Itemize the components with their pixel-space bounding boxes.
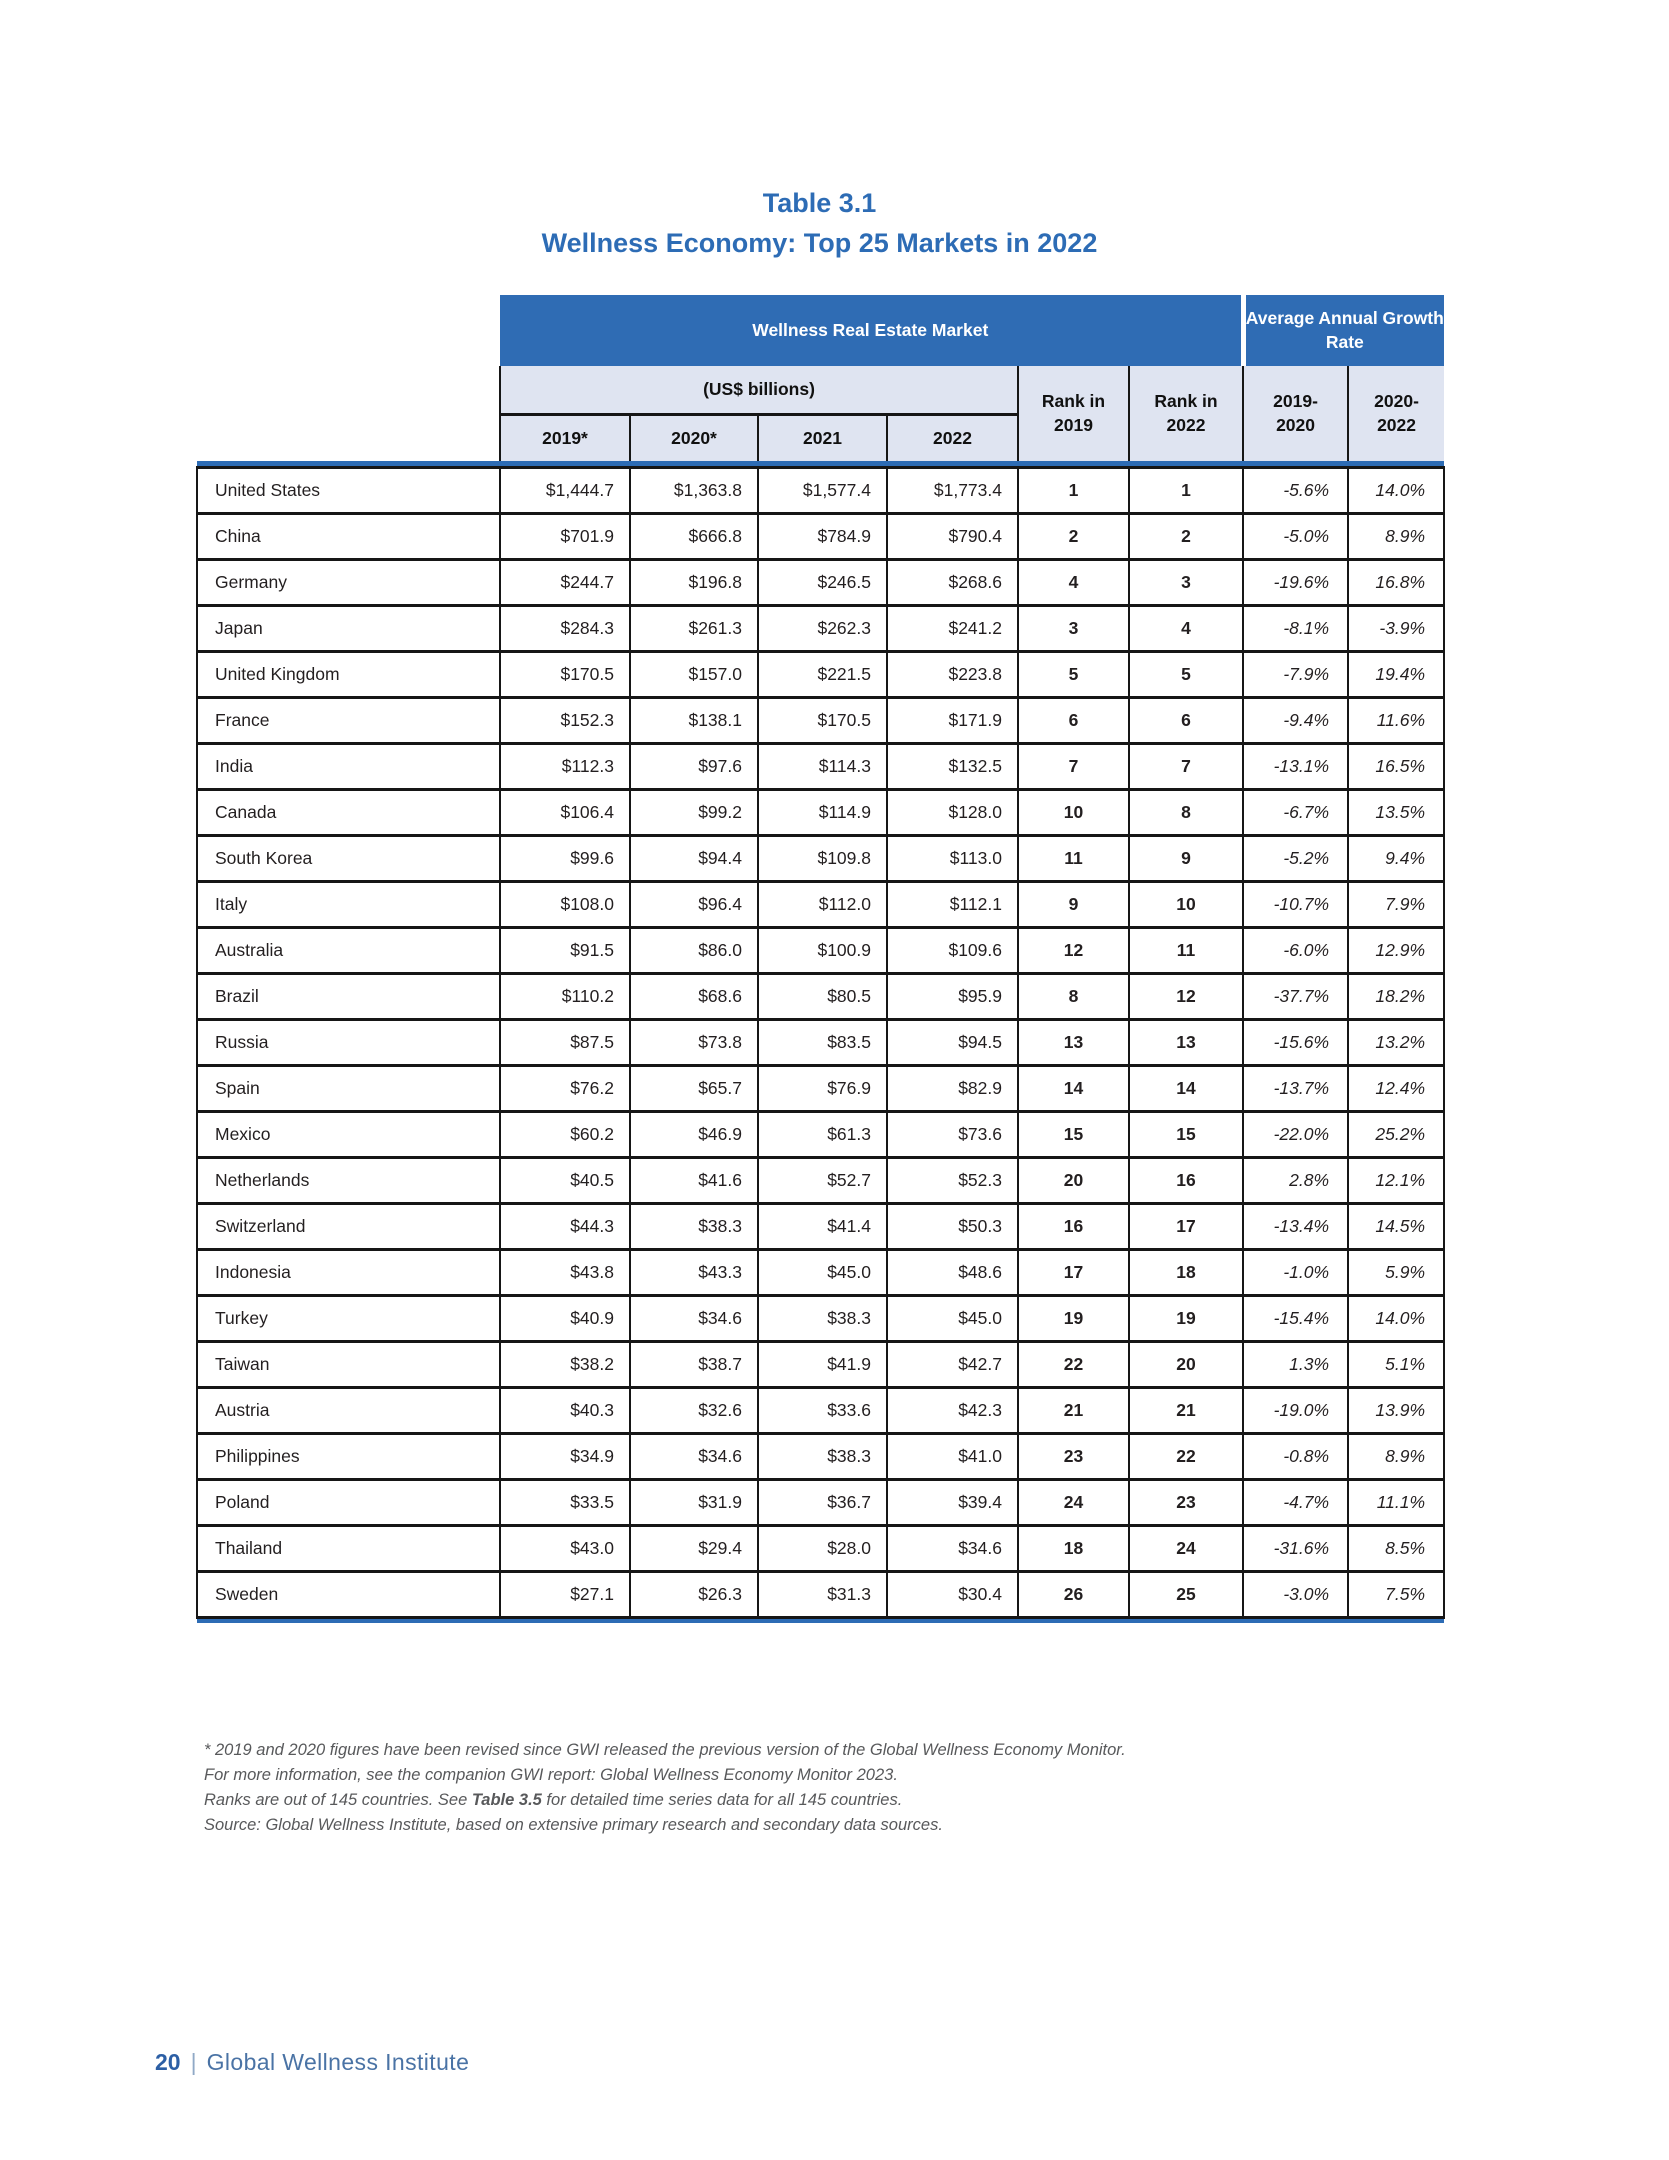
value-2021-cell: $112.0 <box>758 881 887 927</box>
rank-2019-cell: 10 <box>1018 789 1129 835</box>
value-2020-cell: $34.6 <box>630 1295 758 1341</box>
year-header-2022: 2022 <box>887 414 1018 461</box>
title-block <box>196 183 1443 263</box>
rank-2022-cell: 10 <box>1129 881 1243 927</box>
country-cell: Philippines <box>197 1433 500 1479</box>
value-2021-cell: $52.7 <box>758 1157 887 1203</box>
rank-2022-cell: 4 <box>1129 605 1243 651</box>
growth-2019-2020-cell: -6.7% <box>1243 789 1348 835</box>
value-2020-cell: $261.3 <box>630 605 758 651</box>
country-cell: China <box>197 513 500 559</box>
growth-2020-2022-cell: 8.9% <box>1348 513 1444 559</box>
value-2021-cell: $109.8 <box>758 835 887 881</box>
rank-2019-cell: 8 <box>1018 973 1129 1019</box>
growth-2020-2022-cell: 16.8% <box>1348 559 1444 605</box>
rank-2019-cell: 15 <box>1018 1111 1129 1157</box>
growth-2019-2020-cell: 2.8% <box>1243 1157 1348 1203</box>
value-2020-cell: $41.6 <box>630 1157 758 1203</box>
country-cell: Turkey <box>197 1295 500 1341</box>
value-2020-cell: $99.2 <box>630 789 758 835</box>
table-row <box>197 1203 1444 1249</box>
country-cell: Thailand <box>197 1525 500 1571</box>
table-row <box>197 559 1444 605</box>
table-row <box>197 1479 1444 1525</box>
page-content <box>196 0 1443 2160</box>
rank-2019-cell: 24 <box>1018 1479 1129 1525</box>
value-2022-cell: $113.0 <box>887 835 1018 881</box>
group-header-market: Wellness Real Estate Market <box>500 295 1243 366</box>
rank-2019-cell: 5 <box>1018 651 1129 697</box>
country-cell: Taiwan <box>197 1341 500 1387</box>
value-2021-cell: $28.0 <box>758 1525 887 1571</box>
growth-2019-2020-cell: -37.7% <box>1243 973 1348 1019</box>
year-header-2021: 2021 <box>758 414 887 461</box>
value-2021-cell: $80.5 <box>758 973 887 1019</box>
value-2021-cell: $31.3 <box>758 1571 887 1617</box>
rank-2022-cell: 20 <box>1129 1341 1243 1387</box>
value-2020-cell: $29.4 <box>630 1525 758 1571</box>
growth-2020-2022-cell: 8.9% <box>1348 1433 1444 1479</box>
rank-2022-cell: 11 <box>1129 927 1243 973</box>
growth-2020-2022-header: 2020- 2022 <box>1348 366 1444 461</box>
value-2022-cell: $82.9 <box>887 1065 1018 1111</box>
header-spacer <box>197 295 500 366</box>
growth-2019-2020-cell: -13.1% <box>1243 743 1348 789</box>
rank-2019-cell: 19 <box>1018 1295 1129 1341</box>
value-2020-cell: $196.8 <box>630 559 758 605</box>
country-cell: United States <box>197 467 500 513</box>
rank-2019-cell: 17 <box>1018 1249 1129 1295</box>
growth-2019-2020-cell: 1.3% <box>1243 1341 1348 1387</box>
value-2021-cell: $246.5 <box>758 559 887 605</box>
value-2022-cell: $109.6 <box>887 927 1018 973</box>
header-spacer <box>197 414 500 461</box>
value-2019-cell: $27.1 <box>500 1571 630 1617</box>
growth-2020-2022-cell: 5.1% <box>1348 1341 1444 1387</box>
value-2022-cell: $73.6 <box>887 1111 1018 1157</box>
footnote-ranks: Ranks are out of 145 countries. See Table 3.5 for detailed time series data for all 145 countries. <box>204 1791 903 1809</box>
value-2021-cell: $41.4 <box>758 1203 887 1249</box>
bottom-divider <box>197 1617 1444 1623</box>
value-2022-cell: $50.3 <box>887 1203 1018 1249</box>
growth-2020-2022-cell: 18.2% <box>1348 973 1444 1019</box>
country-cell: Germany <box>197 559 500 605</box>
rank-2022-cell: 22 <box>1129 1433 1243 1479</box>
rank-2022-cell: 25 <box>1129 1571 1243 1617</box>
table-row <box>197 1525 1444 1571</box>
value-2020-cell: $96.4 <box>630 881 758 927</box>
growth-2020-2022-cell: 7.5% <box>1348 1571 1444 1617</box>
value-2021-cell: $41.9 <box>758 1341 887 1387</box>
value-2021-cell: $262.3 <box>758 605 887 651</box>
value-2022-cell: $268.6 <box>887 559 1018 605</box>
value-2019-cell: $43.0 <box>500 1525 630 1571</box>
growth-2020-2022-cell: 8.5% <box>1348 1525 1444 1571</box>
table-row <box>197 605 1444 651</box>
growth-2019-2020-cell: -8.1% <box>1243 605 1348 651</box>
value-2020-cell: $97.6 <box>630 743 758 789</box>
value-2022-cell: $1,773.4 <box>887 467 1018 513</box>
table-row <box>197 1341 1444 1387</box>
table-row <box>197 743 1444 789</box>
table-body <box>197 461 1444 1623</box>
rank-2019-cell: 16 <box>1018 1203 1129 1249</box>
rank-2019-cell: 4 <box>1018 559 1129 605</box>
growth-2020-2022-cell: 11.1% <box>1348 1479 1444 1525</box>
value-2020-cell: $86.0 <box>630 927 758 973</box>
rank-2022-cell: 12 <box>1129 973 1243 1019</box>
rank-2019-cell: 20 <box>1018 1157 1129 1203</box>
rank-2022-cell: 23 <box>1129 1479 1243 1525</box>
value-2022-cell: $132.5 <box>887 743 1018 789</box>
growth-2019-2020-cell: -15.6% <box>1243 1019 1348 1065</box>
growth-2019-2020-cell: -15.4% <box>1243 1295 1348 1341</box>
value-2020-cell: $68.6 <box>630 973 758 1019</box>
country-cell: India <box>197 743 500 789</box>
units-header: (US$ billions) <box>500 366 1018 414</box>
rank-2019-cell: 12 <box>1018 927 1129 973</box>
value-2020-cell: $38.3 <box>630 1203 758 1249</box>
growth-2019-2020-cell: -3.0% <box>1243 1571 1348 1617</box>
value-2019-cell: $106.4 <box>500 789 630 835</box>
table-row <box>197 881 1444 927</box>
growth-2020-2022-cell: 13.2% <box>1348 1019 1444 1065</box>
growth-2020-2022-cell: 13.5% <box>1348 789 1444 835</box>
table-row <box>197 1571 1444 1617</box>
value-2019-cell: $60.2 <box>500 1111 630 1157</box>
rank-2022-cell: 5 <box>1129 651 1243 697</box>
rank-2022-cell: 14 <box>1129 1065 1243 1111</box>
value-2021-cell: $38.3 <box>758 1433 887 1479</box>
value-2022-cell: $790.4 <box>887 513 1018 559</box>
growth-2020-2022-cell: 16.5% <box>1348 743 1444 789</box>
table-row <box>197 835 1444 881</box>
value-2019-cell: $112.3 <box>500 743 630 789</box>
country-cell: Mexico <box>197 1111 500 1157</box>
rank-2019-cell: 1 <box>1018 467 1129 513</box>
growth-2020-2022-cell: 9.4% <box>1348 835 1444 881</box>
value-2022-cell: $95.9 <box>887 973 1018 1019</box>
rank-2019-cell: 7 <box>1018 743 1129 789</box>
value-2019-cell: $91.5 <box>500 927 630 973</box>
value-2019-cell: $44.3 <box>500 1203 630 1249</box>
value-2020-cell: $157.0 <box>630 651 758 697</box>
growth-2020-2022-cell: 11.6% <box>1348 697 1444 743</box>
growth-2019-2020-cell: -4.7% <box>1243 1479 1348 1525</box>
value-2021-cell: $100.9 <box>758 927 887 973</box>
table-header <box>197 295 1444 461</box>
year-header-2019: 2019* <box>500 414 630 461</box>
country-cell: Indonesia <box>197 1249 500 1295</box>
value-2021-cell: $170.5 <box>758 697 887 743</box>
footnote-revision: * 2019 and 2020 figures have been revised since GWI released the previous version of the Global Wellness Economy Monitor. <box>204 1741 1126 1759</box>
rank-2019-cell: 3 <box>1018 605 1129 651</box>
rank-2022-cell: 13 <box>1129 1019 1243 1065</box>
value-2022-cell: $39.4 <box>887 1479 1018 1525</box>
rank-2019-cell: 18 <box>1018 1525 1129 1571</box>
growth-2019-2020-cell: -5.6% <box>1243 467 1348 513</box>
rank-2022-cell: 16 <box>1129 1157 1243 1203</box>
rank-2019-cell: 6 <box>1018 697 1129 743</box>
value-2022-cell: $171.9 <box>887 697 1018 743</box>
value-2019-cell: $43.8 <box>500 1249 630 1295</box>
growth-2019-2020-cell: -19.6% <box>1243 559 1348 605</box>
growth-2020-2022-cell: 14.5% <box>1348 1203 1444 1249</box>
growth-2020-2022-cell: 14.0% <box>1348 467 1444 513</box>
value-2020-cell: $1,363.8 <box>630 467 758 513</box>
value-2019-cell: $40.5 <box>500 1157 630 1203</box>
value-2021-cell: $76.9 <box>758 1065 887 1111</box>
value-2021-cell: $61.3 <box>758 1111 887 1157</box>
growth-2019-2020-cell: -13.4% <box>1243 1203 1348 1249</box>
value-2019-cell: $76.2 <box>500 1065 630 1111</box>
value-2019-cell: $1,444.7 <box>500 467 630 513</box>
growth-2020-2022-cell: 25.2% <box>1348 1111 1444 1157</box>
table-row <box>197 1065 1444 1111</box>
rank-2022-cell: 19 <box>1129 1295 1243 1341</box>
rank-2022-cell: 24 <box>1129 1525 1243 1571</box>
table-row <box>197 1157 1444 1203</box>
value-2019-cell: $99.6 <box>500 835 630 881</box>
table-row <box>197 1111 1444 1157</box>
country-cell: Canada <box>197 789 500 835</box>
value-2019-cell: $110.2 <box>500 973 630 1019</box>
value-2022-cell: $34.6 <box>887 1525 1018 1571</box>
country-cell: Brazil <box>197 973 500 1019</box>
rank-2022-cell: 15 <box>1129 1111 1243 1157</box>
country-cell: France <box>197 697 500 743</box>
growth-2019-2020-cell: -9.4% <box>1243 697 1348 743</box>
table-row <box>197 1295 1444 1341</box>
table-row <box>197 697 1444 743</box>
footnote-more-info: For more information, see the companion GWI report: Global Wellness Economy Monitor 2023. <box>204 1766 898 1784</box>
growth-2019-2020-cell: -1.0% <box>1243 1249 1348 1295</box>
country-cell: Netherlands <box>197 1157 500 1203</box>
table-row <box>197 1019 1444 1065</box>
growth-2019-2020-cell: -6.0% <box>1243 927 1348 973</box>
growth-2020-2022-cell: 12.1% <box>1348 1157 1444 1203</box>
footnote-source: Source: Global Wellness Institute, based on extensive primary research and secondary data sources. <box>204 1816 943 1834</box>
country-cell: United Kingdom <box>197 651 500 697</box>
growth-2020-2022-cell: 14.0% <box>1348 1295 1444 1341</box>
value-2019-cell: $40.9 <box>500 1295 630 1341</box>
value-2020-cell: $32.6 <box>630 1387 758 1433</box>
country-cell: Austria <box>197 1387 500 1433</box>
value-2022-cell: $223.8 <box>887 651 1018 697</box>
value-2020-cell: $38.7 <box>630 1341 758 1387</box>
value-2022-cell: $94.5 <box>887 1019 1018 1065</box>
growth-2019-2020-header: 2019- 2020 <box>1243 366 1348 461</box>
footnotes <box>204 1738 1414 1838</box>
value-2019-cell: $87.5 <box>500 1019 630 1065</box>
growth-2019-2020-cell: -10.7% <box>1243 881 1348 927</box>
growth-2019-2020-cell: -7.9% <box>1243 651 1348 697</box>
year-header-2020: 2020* <box>630 414 758 461</box>
value-2022-cell: $48.6 <box>887 1249 1018 1295</box>
footer-separator: | <box>190 2049 197 2075</box>
rank-2019-cell: 13 <box>1018 1019 1129 1065</box>
growth-2020-2022-cell: 7.9% <box>1348 881 1444 927</box>
growth-2020-2022-cell: 13.9% <box>1348 1387 1444 1433</box>
country-cell: Spain <box>197 1065 500 1111</box>
value-2022-cell: $45.0 <box>887 1295 1018 1341</box>
value-2019-cell: $244.7 <box>500 559 630 605</box>
rank-2022-cell: 6 <box>1129 697 1243 743</box>
value-2019-cell: $33.5 <box>500 1479 630 1525</box>
value-2021-cell: $784.9 <box>758 513 887 559</box>
table-row <box>197 789 1444 835</box>
rank-2022-cell: 3 <box>1129 559 1243 605</box>
value-2021-cell: $33.6 <box>758 1387 887 1433</box>
value-2022-cell: $41.0 <box>887 1433 1018 1479</box>
value-2019-cell: $701.9 <box>500 513 630 559</box>
rank-2022-cell: 17 <box>1129 1203 1243 1249</box>
rank-2022-cell: 1 <box>1129 467 1243 513</box>
growth-2020-2022-cell: -3.9% <box>1348 605 1444 651</box>
growth-2019-2020-cell: -22.0% <box>1243 1111 1348 1157</box>
header-spacer <box>197 366 500 414</box>
rank-2019-cell: 14 <box>1018 1065 1129 1111</box>
rank-2019-cell: 23 <box>1018 1433 1129 1479</box>
value-2021-cell: $114.9 <box>758 789 887 835</box>
rank-2019-header: Rank in 2019 <box>1018 366 1129 461</box>
table-row <box>197 1387 1444 1433</box>
rank-2019-cell: 26 <box>1018 1571 1129 1617</box>
table-row <box>197 651 1444 697</box>
value-2020-cell: $46.9 <box>630 1111 758 1157</box>
rank-2019-cell: 11 <box>1018 835 1129 881</box>
rank-2022-cell: 7 <box>1129 743 1243 789</box>
rank-2022-cell: 8 <box>1129 789 1243 835</box>
value-2020-cell: $26.3 <box>630 1571 758 1617</box>
rank-2019-cell: 9 <box>1018 881 1129 927</box>
country-cell: Japan <box>197 605 500 651</box>
value-2020-cell: $138.1 <box>630 697 758 743</box>
growth-2020-2022-cell: 19.4% <box>1348 651 1444 697</box>
value-2021-cell: $83.5 <box>758 1019 887 1065</box>
value-2020-cell: $43.3 <box>630 1249 758 1295</box>
value-2022-cell: $30.4 <box>887 1571 1018 1617</box>
value-2022-cell: $128.0 <box>887 789 1018 835</box>
country-cell: South Korea <box>197 835 500 881</box>
value-2022-cell: $112.1 <box>887 881 1018 927</box>
page-footer <box>155 2048 469 2076</box>
table-row <box>197 1433 1444 1479</box>
table-row <box>197 973 1444 1019</box>
rank-2022-cell: 18 <box>1129 1249 1243 1295</box>
group-header-growth: Average Annual Growth Rate <box>1243 295 1444 366</box>
growth-2020-2022-cell: 12.9% <box>1348 927 1444 973</box>
rank-2019-cell: 2 <box>1018 513 1129 559</box>
value-2021-cell: $45.0 <box>758 1249 887 1295</box>
growth-2020-2022-cell: 12.4% <box>1348 1065 1444 1111</box>
growth-2019-2020-cell: -0.8% <box>1243 1433 1348 1479</box>
value-2020-cell: $65.7 <box>630 1065 758 1111</box>
country-cell: Poland <box>197 1479 500 1525</box>
table-row <box>197 927 1444 973</box>
page-title: Wellness Economy: Top 25 Markets in 2022 <box>541 228 1098 258</box>
growth-2020-2022-cell: 5.9% <box>1348 1249 1444 1295</box>
rank-2019-cell: 22 <box>1018 1341 1129 1387</box>
value-2019-cell: $170.5 <box>500 651 630 697</box>
value-2021-cell: $36.7 <box>758 1479 887 1525</box>
value-2019-cell: $38.2 <box>500 1341 630 1387</box>
growth-2019-2020-cell: -19.0% <box>1243 1387 1348 1433</box>
value-2021-cell: $1,577.4 <box>758 467 887 513</box>
sub-header-row <box>197 366 1444 414</box>
rank-2022-cell: 2 <box>1129 513 1243 559</box>
footer-institute-name: Global Wellness Institute <box>206 2049 470 2075</box>
value-2022-cell: $52.3 <box>887 1157 1018 1203</box>
group-header-row <box>197 295 1444 366</box>
growth-2019-2020-cell: -5.0% <box>1243 513 1348 559</box>
wellness-markets-table <box>196 295 1445 1623</box>
rank-2022-cell: 9 <box>1129 835 1243 881</box>
value-2019-cell: $40.3 <box>500 1387 630 1433</box>
rank-2022-cell: 21 <box>1129 1387 1243 1433</box>
value-2019-cell: $284.3 <box>500 605 630 651</box>
value-2019-cell: $152.3 <box>500 697 630 743</box>
table-number: Table 3.1 <box>762 188 877 218</box>
country-cell: Australia <box>197 927 500 973</box>
rank-2019-cell: 21 <box>1018 1387 1129 1433</box>
growth-2019-2020-cell: -13.7% <box>1243 1065 1348 1111</box>
value-2019-cell: $34.9 <box>500 1433 630 1479</box>
country-cell: Sweden <box>197 1571 500 1617</box>
value-2022-cell: $42.7 <box>887 1341 1018 1387</box>
growth-2019-2020-cell: -31.6% <box>1243 1525 1348 1571</box>
value-2020-cell: $73.8 <box>630 1019 758 1065</box>
page-number: 20 <box>155 2049 181 2075</box>
value-2020-cell: $94.4 <box>630 835 758 881</box>
value-2021-cell: $221.5 <box>758 651 887 697</box>
rank-2022-header: Rank in 2022 <box>1129 366 1243 461</box>
value-2020-cell: $34.6 <box>630 1433 758 1479</box>
growth-2019-2020-cell: -5.2% <box>1243 835 1348 881</box>
country-cell: Italy <box>197 881 500 927</box>
table-row <box>197 467 1444 513</box>
value-2021-cell: $114.3 <box>758 743 887 789</box>
table-row <box>197 1249 1444 1295</box>
value-2022-cell: $42.3 <box>887 1387 1018 1433</box>
country-cell: Russia <box>197 1019 500 1065</box>
table-row <box>197 513 1444 559</box>
country-cell: Switzerland <box>197 1203 500 1249</box>
value-2021-cell: $38.3 <box>758 1295 887 1341</box>
value-2022-cell: $241.2 <box>887 605 1018 651</box>
value-2020-cell: $666.8 <box>630 513 758 559</box>
value-2019-cell: $108.0 <box>500 881 630 927</box>
value-2020-cell: $31.9 <box>630 1479 758 1525</box>
